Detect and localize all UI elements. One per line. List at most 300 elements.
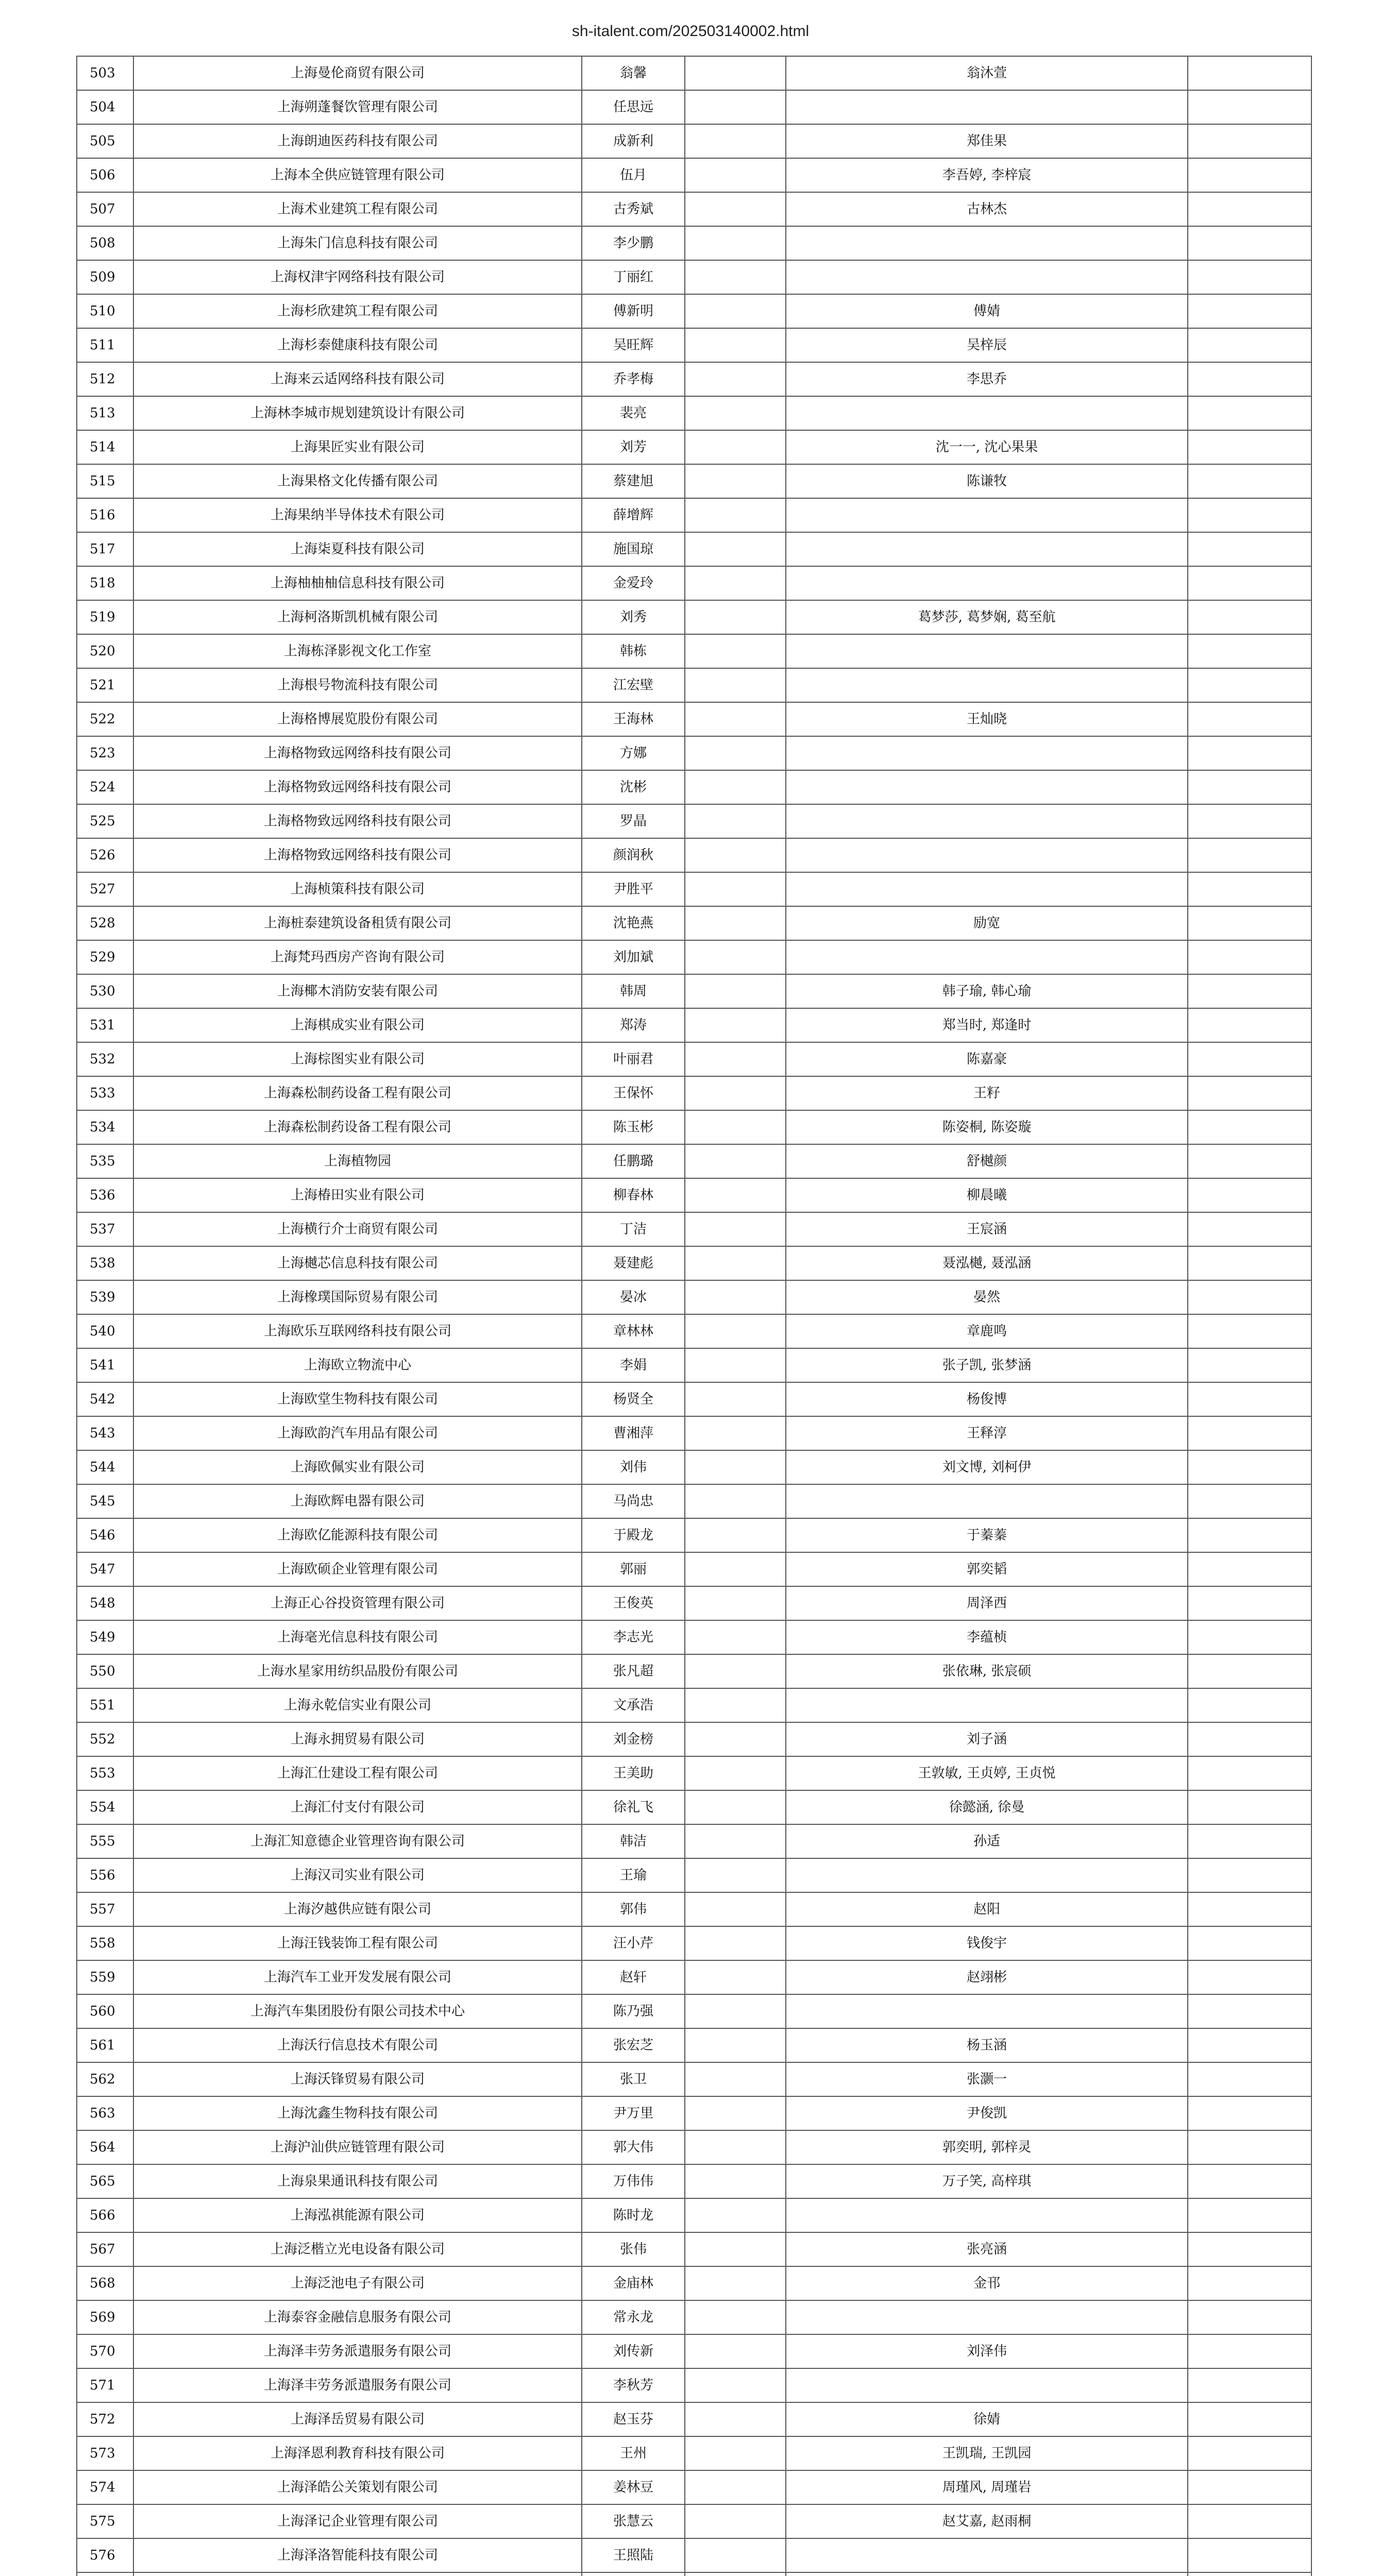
family-members-cell: 钱俊宇 — [786, 1926, 1188, 1960]
blank-cell — [1188, 2334, 1311, 2368]
secondary-name-cell — [685, 90, 786, 124]
company-name-cell: 上海格物致远网络科技有限公司 — [133, 838, 582, 872]
secondary-name-cell — [685, 1348, 786, 1382]
blank-cell — [1188, 464, 1311, 498]
row-number-cell: 508 — [77, 226, 133, 260]
row-number-cell: 521 — [77, 668, 133, 702]
registry-table — [76, 56, 1312, 2576]
applicant-name-cell: 翁馨 — [582, 56, 685, 90]
company-name-cell: 上海欧佩实业有限公司 — [133, 1450, 582, 1484]
blank-cell — [1188, 226, 1311, 260]
family-members-cell: 陈姿桐, 陈姿璇 — [786, 1110, 1188, 1144]
blank-cell — [1188, 1042, 1311, 1076]
row-number-cell: 561 — [77, 2028, 133, 2062]
row-number-cell: 505 — [77, 124, 133, 158]
company-name-cell: 上海泉果通讯科技有限公司 — [133, 2164, 582, 2198]
row-number-cell: 562 — [77, 2062, 133, 2096]
row-number-cell: 524 — [77, 770, 133, 804]
secondary-name-cell — [685, 2164, 786, 2198]
secondary-name-cell — [685, 2572, 786, 2576]
company-name-cell: 上海泽岳贸易有限公司 — [133, 2402, 582, 2436]
table-row — [77, 2198, 1311, 2232]
row-number-cell: 560 — [77, 1994, 133, 2028]
blank-cell — [1188, 2266, 1311, 2300]
table-row — [77, 158, 1311, 192]
blank-cell — [1188, 2368, 1311, 2402]
blank-cell — [1188, 2300, 1311, 2334]
row-number-cell: 546 — [77, 1518, 133, 1552]
applicant-name-cell: 王瑜 — [582, 1858, 685, 1892]
company-name-cell: 上海格物致远网络科技有限公司 — [133, 770, 582, 804]
blank-cell — [1188, 1246, 1311, 1280]
secondary-name-cell — [685, 1688, 786, 1722]
row-number-cell: 576 — [77, 2538, 133, 2572]
table-row — [77, 1960, 1311, 1994]
company-name-cell: 上海棕图实业有限公司 — [133, 1042, 582, 1076]
company-name-cell: 上海正心谷投资管理有限公司 — [133, 1586, 582, 1620]
blank-cell — [1188, 1348, 1311, 1382]
family-members-cell: 张子凯, 张梦涵 — [786, 1348, 1188, 1382]
row-number-cell: 526 — [77, 838, 133, 872]
applicant-name-cell: 蔡建旭 — [582, 464, 685, 498]
table-row — [77, 668, 1311, 702]
family-members-cell — [786, 804, 1188, 838]
table-row — [77, 1620, 1311, 1654]
family-members-cell — [786, 498, 1188, 532]
table-row — [77, 1450, 1311, 1484]
company-name-cell: 上海泽皓公关策划有限公司 — [133, 2470, 582, 2504]
row-number-cell: 557 — [77, 1892, 133, 1926]
blank-cell — [1188, 498, 1311, 532]
family-members-cell — [786, 2198, 1188, 2232]
company-name-cell: 上海桩泰建筑设备租赁有限公司 — [133, 906, 582, 940]
blank-cell — [1188, 192, 1311, 226]
row-number-cell: 513 — [77, 396, 133, 430]
applicant-name-cell: 姜林豆 — [582, 2470, 685, 2504]
company-name-cell: 上海永拥贸易有限公司 — [133, 1722, 582, 1756]
secondary-name-cell — [685, 1892, 786, 1926]
secondary-name-cell — [685, 1722, 786, 1756]
row-number-cell: 514 — [77, 430, 133, 464]
table-row — [77, 1246, 1311, 1280]
blank-cell — [1188, 940, 1311, 974]
secondary-name-cell — [685, 634, 786, 668]
table-row — [77, 2470, 1311, 2504]
secondary-name-cell — [685, 1858, 786, 1892]
applicant-name-cell: 陈玉彬 — [582, 1110, 685, 1144]
table-row — [77, 294, 1311, 328]
applicant-name-cell: 杨贤全 — [582, 1382, 685, 1416]
table-row — [77, 532, 1311, 566]
secondary-name-cell — [685, 2130, 786, 2164]
row-number-cell: 503 — [77, 56, 133, 90]
family-members-cell — [786, 940, 1188, 974]
blank-cell — [1188, 600, 1311, 634]
company-name-cell: 上海汇仕建设工程有限公司 — [133, 1756, 582, 1790]
secondary-name-cell — [685, 600, 786, 634]
blank-cell — [1188, 430, 1311, 464]
row-number-cell: 572 — [77, 2402, 133, 2436]
family-members-cell: 聂泓樾, 聂泓涵 — [786, 1246, 1188, 1280]
family-members-cell: 刘泽伟 — [786, 2334, 1188, 2368]
secondary-name-cell — [685, 2232, 786, 2266]
blank-cell — [1188, 1484, 1311, 1518]
blank-cell — [1188, 838, 1311, 872]
applicant-name-cell: 徐礼飞 — [582, 1790, 685, 1824]
blank-cell — [1188, 736, 1311, 770]
company-name-cell: 上海柯洛斯凯机械有限公司 — [133, 600, 582, 634]
row-number-cell: 565 — [77, 2164, 133, 2198]
row-number-cell: 511 — [77, 328, 133, 362]
table-row — [77, 1552, 1311, 1586]
secondary-name-cell — [685, 1042, 786, 1076]
secondary-name-cell — [685, 430, 786, 464]
family-members-cell: 古林杰 — [786, 192, 1188, 226]
applicant-name-cell: 李志光 — [582, 1620, 685, 1654]
company-name-cell: 上海椰木消防安装有限公司 — [133, 974, 582, 1008]
applicant-name-cell: 郭大伟 — [582, 2130, 685, 2164]
company-name-cell: 上海欧硕企业管理有限公司 — [133, 1552, 582, 1586]
family-members-cell: 柳晨曦 — [786, 1178, 1188, 1212]
secondary-name-cell — [685, 1926, 786, 1960]
family-members-cell: 赵翊彬 — [786, 1960, 1188, 1994]
row-number-cell: 518 — [77, 566, 133, 600]
company-name-cell: 上海朱门信息科技有限公司 — [133, 226, 582, 260]
family-members-cell — [786, 260, 1188, 294]
row-number-cell: 530 — [77, 974, 133, 1008]
applicant-name-cell: 任思远 — [582, 90, 685, 124]
table-row — [77, 2538, 1311, 2572]
table-row — [77, 2572, 1311, 2576]
table-row — [77, 2232, 1311, 2266]
table-row — [77, 226, 1311, 260]
secondary-name-cell — [685, 804, 786, 838]
family-members-cell: 孙适 — [786, 1824, 1188, 1858]
applicant-name-cell: 傅新明 — [582, 294, 685, 328]
table-row — [77, 260, 1311, 294]
row-number-cell: 542 — [77, 1382, 133, 1416]
company-name-cell: 上海曼伦商贸有限公司 — [133, 56, 582, 90]
blank-cell — [1188, 1654, 1311, 1688]
secondary-name-cell — [685, 532, 786, 566]
company-name-cell: 上海本全供应链管理有限公司 — [133, 158, 582, 192]
applicant-name-cell: 张凡超 — [582, 1654, 685, 1688]
row-number-cell: 556 — [77, 1858, 133, 1892]
company-name-cell: 上海果纳半导体技术有限公司 — [133, 498, 582, 532]
secondary-name-cell — [685, 872, 786, 906]
table-row — [77, 634, 1311, 668]
row-number-cell: 510 — [77, 294, 133, 328]
company-name-cell: 上海果匠实业有限公司 — [133, 430, 582, 464]
family-members-cell — [786, 396, 1188, 430]
family-members-cell: 杨玉涵 — [786, 2028, 1188, 2062]
table-row — [77, 2130, 1311, 2164]
page-url-header: sh-italent.com/202503140002.html — [571, 23, 810, 40]
row-number-cell: 550 — [77, 1654, 133, 1688]
blank-cell — [1188, 1552, 1311, 1586]
blank-cell — [1188, 532, 1311, 566]
secondary-name-cell — [685, 1654, 786, 1688]
company-name-cell: 上海沃行信息技术有限公司 — [133, 2028, 582, 2062]
secondary-name-cell — [685, 498, 786, 532]
table-row — [77, 1212, 1311, 1246]
table-row — [77, 1688, 1311, 1722]
family-members-cell: 舒樾颜 — [786, 1144, 1188, 1178]
company-name-cell: 上海沃锋贸易有限公司 — [133, 2062, 582, 2096]
blank-cell — [1188, 362, 1311, 396]
blank-cell — [1188, 1518, 1311, 1552]
family-members-cell — [786, 770, 1188, 804]
applicant-name-cell: 张伟 — [582, 2232, 685, 2266]
table-row — [77, 1382, 1311, 1416]
applicant-name-cell: 罗晶 — [582, 804, 685, 838]
row-number-cell: 564 — [77, 2130, 133, 2164]
blank-cell — [1188, 1450, 1311, 1484]
blank-cell — [1188, 124, 1311, 158]
blank-cell — [1188, 1790, 1311, 1824]
secondary-name-cell — [685, 2538, 786, 2572]
company-name-cell: 上海汽车工业开发发展有限公司 — [133, 1960, 582, 1994]
secondary-name-cell — [685, 226, 786, 260]
table-row — [77, 702, 1311, 736]
row-number-cell: 545 — [77, 1484, 133, 1518]
table-row — [77, 124, 1311, 158]
company-name-cell: 上海泽丰劳务派遣服务有限公司 — [133, 2334, 582, 2368]
applicant-name-cell: 柳春林 — [582, 1178, 685, 1212]
secondary-name-cell — [685, 362, 786, 396]
secondary-name-cell — [685, 2096, 786, 2130]
table-row — [77, 736, 1311, 770]
table-row — [77, 2436, 1311, 2470]
table-row — [77, 328, 1311, 362]
family-members-cell: 张依琳, 张宸硕 — [786, 1654, 1188, 1688]
row-number-cell: 534 — [77, 1110, 133, 1144]
family-members-cell: 赵艾嘉, 赵雨桐 — [786, 2504, 1188, 2538]
applicant-name-cell: 陈时龙 — [582, 2198, 685, 2232]
company-name-cell: 上海汽车集团股份有限公司技术中心 — [133, 1994, 582, 2028]
family-members-cell — [786, 872, 1188, 906]
secondary-name-cell — [685, 1790, 786, 1824]
blank-cell — [1188, 1314, 1311, 1348]
row-number-cell: 523 — [77, 736, 133, 770]
row-number-cell: 517 — [77, 532, 133, 566]
family-members-cell — [786, 1484, 1188, 1518]
company-name-cell: 上海横行介士商贸有限公司 — [133, 1212, 582, 1246]
company-name-cell: 上海来云适网络科技有限公司 — [133, 362, 582, 396]
row-number-cell: 519 — [77, 600, 133, 634]
family-members-cell: 韩子瑜, 韩心瑜 — [786, 974, 1188, 1008]
company-name-cell: 上海泽恩利教育科技有限公司 — [133, 2436, 582, 2470]
applicant-name-cell: 颜润秋 — [582, 838, 685, 872]
family-members-cell: 王籽 — [786, 1076, 1188, 1110]
table-row — [77, 2096, 1311, 2130]
blank-cell — [1188, 1382, 1311, 1416]
company-name-cell: 上海泓祺能源有限公司 — [133, 2198, 582, 2232]
company-name-cell: 上海格物致远网络科技有限公司 — [133, 804, 582, 838]
applicant-name-cell: 李少鹏 — [582, 226, 685, 260]
secondary-name-cell — [685, 1586, 786, 1620]
row-number-cell: 512 — [77, 362, 133, 396]
table-row — [77, 566, 1311, 600]
applicant-name-cell: 韩周 — [582, 974, 685, 1008]
table-row — [77, 1756, 1311, 1790]
applicant-name-cell: 尹胜平 — [582, 872, 685, 906]
table-row — [77, 940, 1311, 974]
table-row — [77, 1416, 1311, 1450]
company-name-cell — [133, 2572, 582, 2576]
row-number-cell: 570 — [77, 2334, 133, 2368]
family-members-cell: 万子笑, 高梓琪 — [786, 2164, 1188, 2198]
family-members-cell: 晏然 — [786, 1280, 1188, 1314]
row-number-cell: 540 — [77, 1314, 133, 1348]
family-members-cell: 刘文博, 刘柯伊 — [786, 1450, 1188, 1484]
family-members-cell: 张灏一 — [786, 2062, 1188, 2096]
applicant-name-cell: 裴亮 — [582, 396, 685, 430]
secondary-name-cell — [685, 702, 786, 736]
family-members-cell: 王凯瑞, 王凯园 — [786, 2436, 1188, 2470]
applicant-name-cell: 郑涛 — [582, 1008, 685, 1042]
family-members-cell: 周瑾风, 周瑾岩 — [786, 2470, 1188, 2504]
row-number-cell: 529 — [77, 940, 133, 974]
blank-cell — [1188, 158, 1311, 192]
blank-cell — [1188, 804, 1311, 838]
secondary-name-cell — [685, 1620, 786, 1654]
row-number-cell: 543 — [77, 1416, 133, 1450]
table-row — [77, 1110, 1311, 1144]
applicant-name-cell: 金庙林 — [582, 2266, 685, 2300]
blank-cell — [1188, 396, 1311, 430]
secondary-name-cell — [685, 328, 786, 362]
applicant-name-cell: 刘金榜 — [582, 1722, 685, 1756]
blank-cell — [1188, 1212, 1311, 1246]
table-row — [77, 2266, 1311, 2300]
table-row — [77, 2062, 1311, 2096]
company-name-cell: 上海欧乐互联网络科技有限公司 — [133, 1314, 582, 1348]
company-name-cell: 上海椿田实业有限公司 — [133, 1178, 582, 1212]
family-members-cell — [786, 634, 1188, 668]
family-members-cell: 张亮涵 — [786, 2232, 1188, 2266]
registry-table-body — [77, 56, 1311, 2576]
applicant-name-cell: 成新利 — [582, 124, 685, 158]
applicant-name-cell: 刘伟 — [582, 1450, 685, 1484]
company-name-cell: 上海权津宇网络科技有限公司 — [133, 260, 582, 294]
table-row — [77, 56, 1311, 90]
family-members-cell: 金邗 — [786, 2266, 1188, 2300]
applicant-name-cell: 丁丽红 — [582, 260, 685, 294]
company-name-cell: 上海杉欣建筑工程有限公司 — [133, 294, 582, 328]
secondary-name-cell — [685, 2062, 786, 2096]
blank-cell — [1188, 2504, 1311, 2538]
family-members-cell — [786, 736, 1188, 770]
family-members-cell: 陈嘉豪 — [786, 1042, 1188, 1076]
table-row — [77, 600, 1311, 634]
company-name-cell: 上海汇付支付有限公司 — [133, 1790, 582, 1824]
row-number-cell: 568 — [77, 2266, 133, 2300]
company-name-cell: 上海欧立物流中心 — [133, 1348, 582, 1382]
applicant-name-cell: 叶丽君 — [582, 1042, 685, 1076]
family-members-cell: 陈谦牧 — [786, 464, 1188, 498]
table-row — [77, 1722, 1311, 1756]
blank-cell — [1188, 1620, 1311, 1654]
applicant-name-cell: 王照陆 — [582, 2538, 685, 2572]
family-members-cell: 郑佳果 — [786, 124, 1188, 158]
secondary-name-cell — [685, 736, 786, 770]
secondary-name-cell — [685, 2028, 786, 2062]
table-row — [77, 1178, 1311, 1212]
blank-cell — [1188, 2572, 1311, 2576]
row-number-cell: 516 — [77, 498, 133, 532]
family-members-cell — [786, 566, 1188, 600]
table-row — [77, 430, 1311, 464]
blank-cell — [1188, 668, 1311, 702]
table-row — [77, 1586, 1311, 1620]
table-row — [77, 2028, 1311, 2062]
blank-cell — [1188, 1008, 1311, 1042]
table-row — [77, 1790, 1311, 1824]
row-number-cell: 533 — [77, 1076, 133, 1110]
row-number-cell: 507 — [77, 192, 133, 226]
applicant-name-cell: 刘秀 — [582, 600, 685, 634]
table-row — [77, 2164, 1311, 2198]
applicant-name-cell: 常永龙 — [582, 2300, 685, 2334]
blank-cell — [1188, 974, 1311, 1008]
applicant-name-cell: 吴旺辉 — [582, 328, 685, 362]
blank-cell — [1188, 634, 1311, 668]
applicant-name-cell: 江宏壁 — [582, 668, 685, 702]
row-number-cell: 538 — [77, 1246, 133, 1280]
table-row — [77, 1484, 1311, 1518]
row-number-cell: 566 — [77, 2198, 133, 2232]
secondary-name-cell — [685, 1994, 786, 2028]
registry-table-container — [76, 56, 1311, 2576]
secondary-name-cell — [685, 1552, 786, 1586]
applicant-name-cell: 古秀斌 — [582, 192, 685, 226]
family-members-cell: 励宽 — [786, 906, 1188, 940]
applicant-name-cell: 于殿龙 — [582, 1518, 685, 1552]
company-name-cell: 上海橡璞国际贸易有限公司 — [133, 1280, 582, 1314]
applicant-name-cell: 王美助 — [582, 1756, 685, 1790]
secondary-name-cell — [685, 668, 786, 702]
blank-cell — [1188, 328, 1311, 362]
family-members-cell: 吴梓辰 — [786, 328, 1188, 362]
row-number-cell: 544 — [77, 1450, 133, 1484]
company-name-cell: 上海水星家用纺织品股份有限公司 — [133, 1654, 582, 1688]
secondary-name-cell — [685, 770, 786, 804]
applicant-name-cell: 王保怀 — [582, 1076, 685, 1110]
family-members-cell: 葛梦莎, 葛梦娴, 葛至航 — [786, 600, 1188, 634]
family-members-cell — [786, 838, 1188, 872]
row-number-cell: 554 — [77, 1790, 133, 1824]
family-members-cell: 沈一一, 沈心果果 — [786, 430, 1188, 464]
applicant-name-cell: 乔孝梅 — [582, 362, 685, 396]
table-row — [77, 2402, 1311, 2436]
secondary-name-cell — [685, 566, 786, 600]
secondary-name-cell — [685, 1144, 786, 1178]
blank-cell — [1188, 260, 1311, 294]
family-members-cell — [786, 2538, 1188, 2572]
secondary-name-cell — [685, 2300, 786, 2334]
table-row — [77, 192, 1311, 226]
applicant-name-cell: 晏冰 — [582, 1280, 685, 1314]
row-number-cell: 574 — [77, 2470, 133, 2504]
family-members-cell: 王敦敏, 王贞婷, 王贞悦 — [786, 1756, 1188, 1790]
blank-cell — [1188, 2164, 1311, 2198]
blank-cell — [1188, 56, 1311, 90]
applicant-name-cell: 刘加斌 — [582, 940, 685, 974]
blank-cell — [1188, 2198, 1311, 2232]
applicant-name-cell: 郭伟 — [582, 1892, 685, 1926]
blank-cell — [1188, 2028, 1311, 2062]
